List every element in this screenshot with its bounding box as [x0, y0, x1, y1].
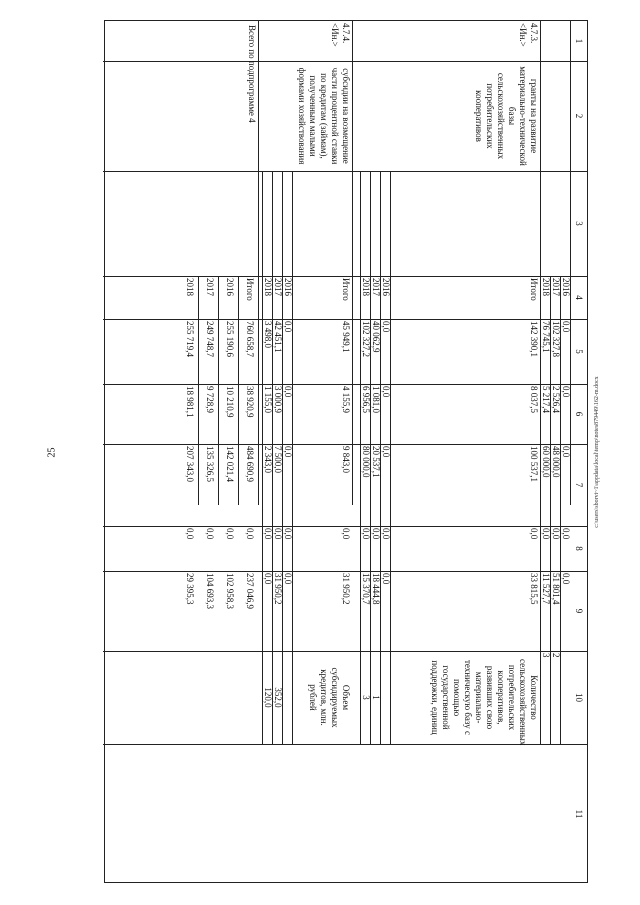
- column-header-2: 2: [574, 113, 584, 119]
- value-cell: 0,0: [529, 528, 539, 540]
- year-cell: 2016: [561, 278, 571, 296]
- value-cell: 0,0: [283, 573, 293, 585]
- year-cell: 2018: [185, 278, 195, 296]
- value-cell: 0,0: [561, 528, 571, 540]
- year-cell: 2016: [381, 278, 391, 296]
- value-cell: 255 190,6: [225, 321, 235, 357]
- table-rule: [360, 171, 361, 744]
- value-cell: 142 390,1: [529, 321, 539, 357]
- value-cell: 11 527,7: [541, 573, 551, 605]
- value-cell: 255 719,4: [185, 321, 195, 357]
- value-cell: 20 537,1: [371, 446, 381, 478]
- table-rule: [258, 21, 259, 505]
- indicator-text: Количество сельскохозяйственных потребительских кооперативов, развивших свою материально-техническую базу с помощью государственной поддержки, единиц: [430, 659, 539, 746]
- value-cell: 0,0: [283, 528, 293, 540]
- table-rule: [262, 171, 263, 744]
- indicator-value: 120,0: [263, 687, 273, 708]
- value-cell: 0,0: [205, 528, 215, 540]
- value-cell: 15 370,7: [361, 573, 371, 605]
- indicator-text: Объем субсидируемых кредитов, млн. рублей: [308, 667, 351, 728]
- value-cell: 0,0: [263, 573, 273, 585]
- value-cell: 237 046,9: [245, 573, 255, 609]
- column-header-1: 1: [574, 38, 584, 44]
- table-rule: [103, 171, 587, 172]
- footer-file-path: c:\users\sborvi~1\appdata\local\temp\notes879449\162-m.docx: [594, 376, 600, 528]
- program-table: [104, 20, 588, 883]
- value-cell: 0,0: [381, 446, 391, 458]
- value-cell: 0,0: [541, 528, 551, 540]
- table-rule: [352, 21, 353, 505]
- column-header-11: 11: [574, 809, 584, 819]
- column-header-10: 10: [574, 693, 584, 702]
- table-rule: [103, 444, 587, 445]
- value-cell: 38 920,9: [245, 386, 255, 418]
- value-cell: 48 000,0: [551, 446, 561, 478]
- table-rule: [103, 526, 587, 527]
- year-cell: 2017: [551, 278, 561, 296]
- indicator-value: 352,0: [273, 687, 283, 708]
- value-cell: 2 343,0: [263, 446, 273, 473]
- value-cell: 102 327,2: [361, 321, 371, 357]
- column-header-3: 3: [574, 221, 584, 226]
- column-header-8: 8: [574, 546, 584, 551]
- value-cell: 100 537,1: [529, 446, 539, 482]
- value-cell: 10 210,9: [225, 386, 235, 418]
- value-cell: 0,0: [283, 386, 293, 398]
- year-cell: 2017: [371, 278, 381, 296]
- value-cell: 6 956,5: [361, 386, 371, 413]
- row-name: субсидии на возмещение части процентной ставки по кредитам (займам), полученным малыми формами хозяйствования: [297, 67, 351, 165]
- value-cell: 0,0: [245, 528, 255, 540]
- year-cell: 2018: [361, 278, 371, 296]
- year-cell: 2018: [263, 278, 273, 296]
- value-cell: 104 693,3: [205, 573, 215, 609]
- value-cell: 207 343,0: [185, 446, 195, 482]
- value-cell: 249 748,7: [205, 321, 215, 357]
- indicator-value: 3: [541, 653, 551, 658]
- value-cell: 0,0: [381, 321, 391, 333]
- value-cell: 29 395,3: [185, 573, 195, 605]
- value-cell: 0,0: [273, 528, 283, 540]
- indicator-value: 2: [551, 653, 561, 658]
- year-cell: 2017: [273, 278, 283, 296]
- table-rule: [103, 61, 587, 62]
- value-cell: 102 958,3: [225, 573, 235, 609]
- value-cell: 31 950,2: [273, 573, 283, 605]
- column-header-9: 9: [574, 608, 584, 614]
- value-cell: 3 000,9: [273, 386, 283, 413]
- total-label: Всего по подпрограмме 4: [247, 25, 257, 123]
- value-cell: 8 037,5: [529, 386, 539, 413]
- table-rule: [103, 319, 587, 320]
- value-cell: 18 444,8: [371, 573, 381, 605]
- value-cell: 0,0: [185, 528, 195, 540]
- year-cell: 2018: [541, 278, 551, 296]
- value-cell: 4 155,9: [341, 386, 351, 413]
- column-header-5: 5: [574, 349, 584, 354]
- year-cell: 2016: [225, 278, 235, 296]
- value-cell: 0,0: [551, 528, 561, 540]
- value-cell: 0,0: [381, 528, 391, 540]
- value-cell: 31 950,2: [341, 573, 351, 605]
- value-cell: 0,0: [283, 321, 293, 333]
- value-cell: 18 981,1: [185, 386, 195, 418]
- value-cell: 5 217,4: [541, 386, 551, 413]
- value-cell: 0,0: [341, 528, 351, 540]
- value-cell: 760 658,7: [245, 321, 255, 357]
- table-rule: [238, 276, 239, 505]
- value-cell: 60 000,0: [541, 446, 551, 478]
- year-cell: Итого: [245, 278, 255, 301]
- value-cell: 1 155,0: [263, 386, 273, 413]
- value-cell: 0,0: [361, 528, 371, 540]
- value-cell: 0,0: [283, 446, 293, 458]
- row-number: 4.7.3. <Ин.>: [518, 23, 539, 47]
- itogo-label: Итого: [529, 278, 539, 301]
- table-rule: [103, 571, 587, 572]
- value-cell: 80 000,0: [361, 446, 371, 478]
- value-cell: 9 728,9: [205, 386, 215, 413]
- year-cell: 2017: [205, 278, 215, 296]
- value-cell: 0,0: [263, 528, 273, 540]
- page-number: 25: [46, 447, 58, 458]
- value-cell: 0,0: [371, 528, 381, 540]
- row-name: гранты на развитие материально-технической базы сельскохозяйственных потребительских кооперативов: [474, 66, 539, 166]
- value-cell: 0,0: [561, 386, 571, 398]
- value-cell: 7 500,0: [273, 446, 283, 473]
- value-cell: 484 690,9: [245, 446, 255, 482]
- value-cell: 33 815,5: [529, 573, 539, 605]
- table-rule: [198, 276, 199, 505]
- value-cell: 0,0: [561, 321, 571, 333]
- value-cell: 102 327,8: [551, 321, 561, 357]
- table-rule: [103, 276, 587, 277]
- itogo-label: Итого: [341, 278, 351, 301]
- value-cell: 45 949,1: [341, 321, 351, 353]
- row-number: 4.7.4. <Ин.>: [330, 23, 351, 47]
- value-cell: 40 062,9: [371, 321, 381, 353]
- value-cell: 0,0: [381, 573, 391, 585]
- table-rule: [218, 276, 219, 505]
- value-cell: 0,0: [561, 446, 571, 458]
- value-cell: 142 021,4: [225, 446, 235, 482]
- year-cell: 2016: [283, 278, 293, 296]
- column-header-4: 4: [574, 295, 584, 300]
- value-cell: 0,0: [561, 573, 571, 585]
- column-header-7: 7: [574, 482, 584, 488]
- indicator-value: 1: [371, 695, 381, 700]
- value-cell: 2 526,4: [551, 386, 561, 413]
- value-cell: 51 801,4: [551, 573, 561, 605]
- value-cell: 1 081,0: [371, 386, 381, 413]
- value-cell: 135 326,5: [205, 446, 215, 482]
- table-rule: [103, 651, 587, 652]
- value-cell: 3 498,0: [263, 321, 273, 348]
- value-cell: 0,0: [225, 528, 235, 540]
- column-header-6: 6: [574, 411, 584, 417]
- indicator-value: 3: [361, 695, 371, 700]
- value-cell: 42 451,1: [273, 321, 283, 353]
- table-rule: [103, 744, 587, 745]
- value-cell: 0,0: [381, 386, 391, 398]
- value-cell: 76 745,1: [541, 321, 551, 353]
- value-cell: 9 843,0: [341, 446, 351, 473]
- table-rule: [540, 21, 541, 505]
- table-rule: [103, 384, 587, 385]
